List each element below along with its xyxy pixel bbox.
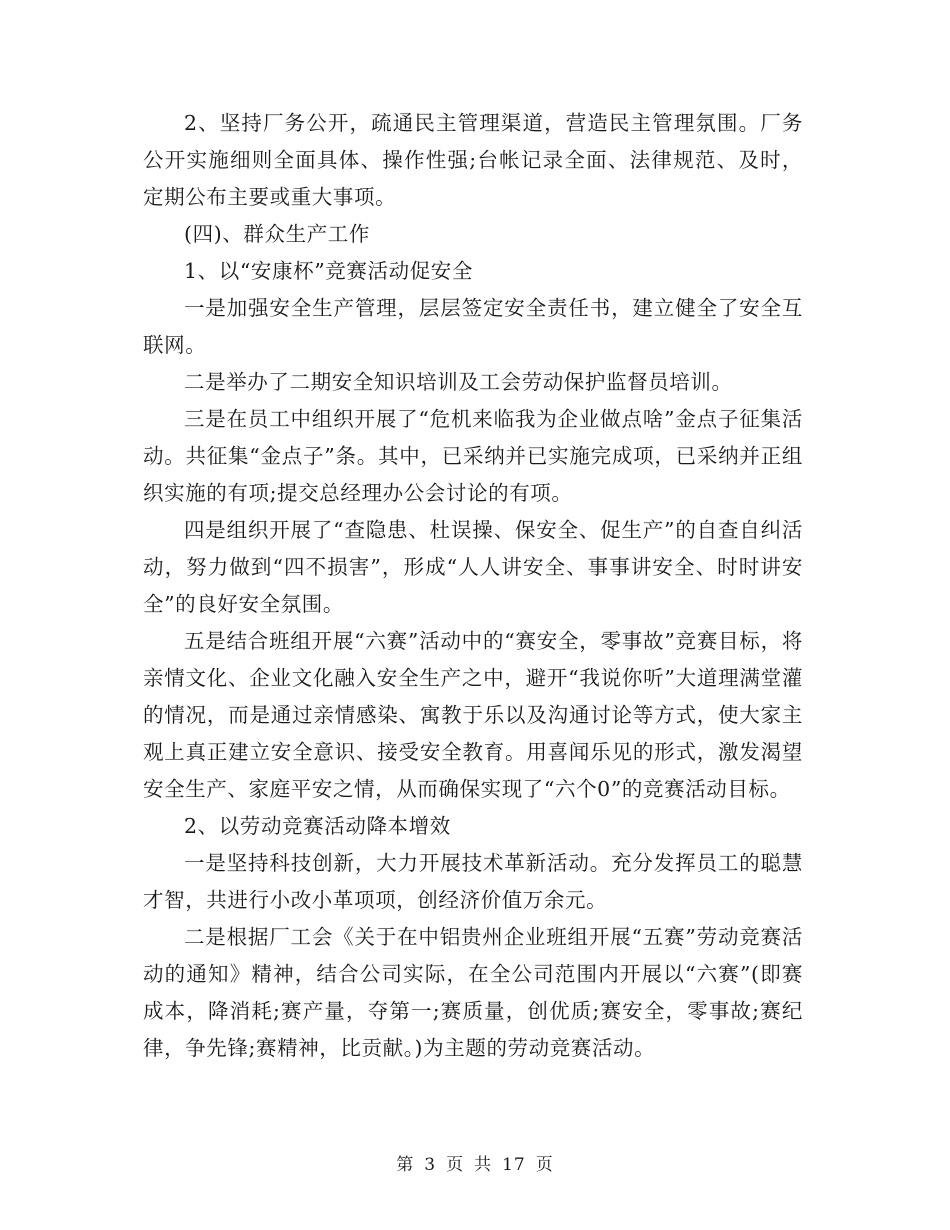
subsection-heading: 2、以劳动竞赛活动降本增效 bbox=[184, 814, 451, 838]
paragraph: 二是根据厂工会《关于在中铝贵州企业班组开展“五赛”劳动竞赛活动的通知》精神，结合公司实际，在全公司范围内开展以“六赛”(即赛成本，降消耗;赛产量，夺第一;赛质量，创优质;赛安全，零事故;赛纪律，争先锋;赛精神，比贡献。)为主题的劳动竞赛活动。 bbox=[143, 925, 803, 1060]
footer-total-prefix: 共 bbox=[474, 1155, 493, 1175]
paragraph: 一是坚持科技创新，大力开展技术革新活动。充分发挥员工的聪慧才智，共进行小改小革项项，创经济价值万余元。 bbox=[143, 851, 803, 912]
footer-total-label: 页 bbox=[535, 1155, 554, 1175]
page-footer bbox=[0, 1150, 950, 1175]
current-page-number: 3 bbox=[424, 1155, 437, 1175]
footer-page-label: 页 bbox=[446, 1155, 465, 1175]
footer-prefix: 第 bbox=[396, 1155, 415, 1175]
total-pages-number: 17 bbox=[502, 1155, 526, 1175]
paragraph: 三是在员工中组织开展了“危机来临我为企业做点啥”金点子征集活动。共征集“金点子”条。其中，已采纳并已实施完成项，已采纳并正组织实施的有项;提交总经理办公会讨论的有项。 bbox=[143, 407, 803, 505]
paragraph: 四是组织开展了“查隐患、杜误操、保安全、促生产”的自查自纠活动，努力做到“四不损害”，形成“人人讲安全、事事讲安全、时时讲安全”的良好安全氛围。 bbox=[143, 518, 803, 616]
paragraph: 五是结合班组开展“六赛”活动中的“赛安全，零事故”竞赛目标，将亲情文化、企业文化融入安全生产之中，避开“我说你听”大道理满堂灌的情况，而是通过亲情感染、寓教于乐以及沟通讨论等方式，使大家主观上真正建立安全意识、接受安全教育。用喜闻乐见的形式，激发渴望安全生产、家庭平安之情，从而确保实现了“六个0”的竞赛活动目标。 bbox=[143, 629, 803, 801]
document-body bbox=[143, 105, 803, 1067]
paragraph: 一是加强安全生产管理，层层签定安全责任书，建立健全了安全互联网。 bbox=[143, 296, 803, 357]
subsection-heading: 1、以“安康杯”竞赛活动促安全 bbox=[184, 259, 474, 283]
paragraph: 二是举办了二期安全知识培训及工会劳动保护监督员培训。 bbox=[184, 370, 733, 394]
paragraph: 2、坚持厂务公开，疏通民主管理渠道，营造民主管理氛围。厂务公开实施细则全面具体、操作性强;台帐记录全面、法律规范、及时，定期公布主要或重大事项。 bbox=[143, 111, 803, 209]
section-heading: (四)、群众生产工作 bbox=[184, 222, 370, 246]
